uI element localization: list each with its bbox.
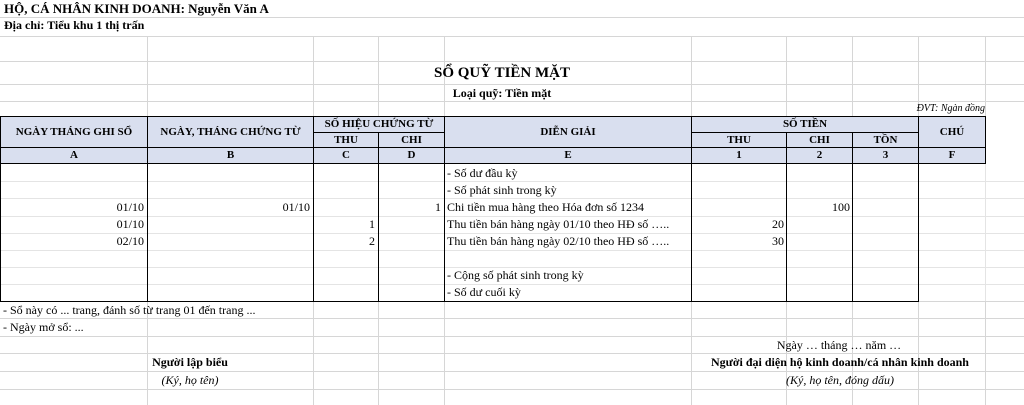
row-thu-no: 2 (369, 234, 375, 248)
representative-sub: (Ký, họ tên, đóng dấu) (786, 373, 894, 387)
row-description: - Cộng số phát sinh trong kỳ (447, 268, 584, 282)
preparer-sub: (Ký, họ tên) (161, 373, 219, 387)
code-a: A (0, 147, 148, 164)
header-description: DIỄN GIẢI (444, 116, 692, 148)
row-thu-no: 1 (369, 217, 375, 231)
row-description: - Số dư cuối kỳ (447, 285, 521, 299)
row-amount-thu: 30 (772, 234, 784, 248)
code-d: D (378, 147, 445, 164)
representative-title: Người đại diện hộ kinh doanh/cá nhân kinh doanh (711, 355, 969, 369)
code-3: 3 (852, 147, 919, 164)
row-voucher-date: 01/10 (282, 200, 310, 214)
row-record-date: 01/10 (116, 200, 144, 214)
row-record-date: 01/10 (116, 217, 144, 231)
row-description: - Số phát sinh trong kỳ (447, 183, 557, 197)
code-1: 1 (691, 147, 787, 164)
note-open-date: - Ngày mở sổ: ... (3, 320, 84, 334)
row-description: - Số dư đầu kỳ (447, 166, 518, 180)
code-e: E (444, 147, 692, 164)
unit-label: ĐVT: Ngàn đồng (916, 103, 985, 114)
preparer-title: Người lập biểu (152, 355, 228, 369)
header-amount-chi: CHI (786, 132, 853, 148)
business-address: Địa chỉ: Tiểu khu 1 thị trấn (4, 18, 145, 32)
header-record-date: NGÀY THÁNG GHI SỔ (0, 116, 148, 148)
business-name: HỘ, CÁ NHÂN KINH DOANH: Nguyễn Văn A (4, 1, 269, 16)
row-description: Thu tiền bán hàng ngày 01/10 theo HĐ số ….. (447, 217, 670, 231)
header-amount-thu: THU (691, 132, 787, 148)
code-b: B (147, 147, 314, 164)
header-amount: SỐ TIỀN (691, 116, 919, 133)
row-record-date: 02/10 (116, 234, 144, 248)
code-f: F (918, 147, 986, 164)
fund-type: Loại quỹ: Tiền mặt (452, 86, 552, 100)
code-c: C (313, 147, 379, 164)
header-voucher-date: NGÀY, THÁNG CHỨNG TỪ (147, 116, 314, 148)
header-note: CHÚ (918, 116, 986, 148)
page-title: SỔ QUỸ TIỀN MẶT (434, 65, 570, 81)
header-voucher-no: SỐ HIỆU CHỨNG TỪ (313, 116, 445, 133)
row-amount-chi: 100 (832, 200, 850, 214)
header-voucher-chi: CHI (378, 132, 445, 148)
note-pages: - Sổ này có ... trang, đánh số từ trang 01 đến trang ... (3, 303, 256, 317)
header-amount-ton: TỒN (852, 132, 919, 148)
header-voucher-thu: THU (313, 132, 379, 148)
code-2: 2 (786, 147, 853, 164)
row-chi-no: 1 (435, 200, 441, 214)
date-line: Ngày … tháng … năm … (776, 338, 902, 352)
row-description: Thu tiền bán hàng ngày 02/10 theo HĐ số ….. (447, 234, 670, 248)
row-amount-thu: 20 (772, 217, 784, 231)
row-description: Chi tiền mua hàng theo Hóa đơn số 1234 (447, 200, 644, 214)
